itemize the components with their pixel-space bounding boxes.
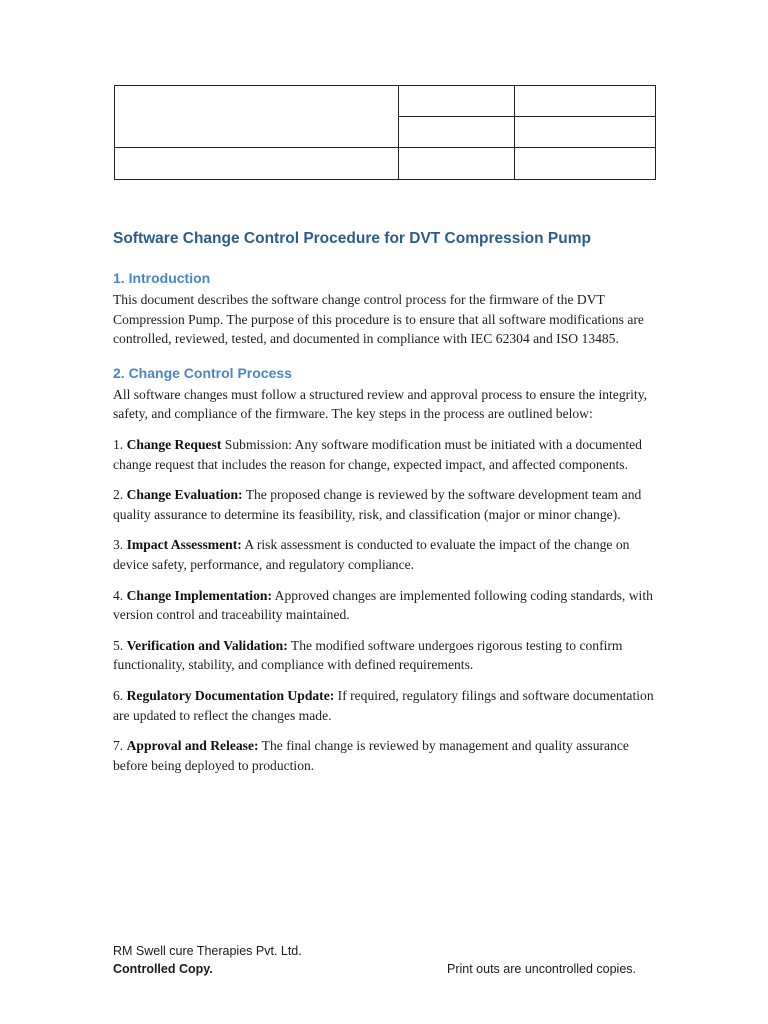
step-term: Regulatory Documentation Update: — [126, 687, 335, 703]
step-term: Approval and Release: — [126, 738, 259, 754]
change-control-paragraph: All software changes must follow a structured review and approval process to ensure the integrity, safety, and compliance of the firmware. The key steps in the process are outlined below: — [113, 386, 648, 422]
introduction-paragraph: This document describes the software change control process for the firmware of the DVT Compression Pump. The purpose of this procedure is to ensure that all software modifications are controlled, reviewed, tested, and documented in compliance with IEC 62304 and ISO 13485. — [113, 292, 644, 347]
step-number: 2. — [113, 487, 127, 503]
process-step — [113, 736, 658, 775]
header-cell-logo — [115, 86, 399, 148]
step-text: A risk assessment is conducted to evaluate the impact of the change on device safety, performance, and regulatory compliance. — [113, 537, 630, 572]
step-number: 1. — [113, 436, 127, 452]
header-cell — [515, 148, 656, 180]
step-term: Change Implementation: — [126, 587, 272, 603]
footer-row — [113, 960, 658, 978]
step-term: Verification and Validation: — [126, 637, 288, 653]
footer-controlled-copy: Controlled Copy. — [113, 962, 213, 976]
step-number: 3. — [113, 537, 127, 553]
step-term: Impact Assessment: — [126, 537, 242, 553]
step-number: 4. — [113, 587, 127, 603]
step-text: The final change is reviewed by management and quality assurance before being deployed to production. — [113, 738, 629, 773]
step-number: 6. — [113, 687, 127, 703]
header-cell — [399, 86, 515, 117]
step-text: The proposed change is reviewed by the software development team and quality assurance to determine its feasibility, risk, and classification (major or minor change). — [113, 487, 642, 522]
step-number: 7. — [113, 738, 127, 754]
header-cell — [515, 86, 656, 117]
step-term: Change Evaluation: — [126, 487, 243, 503]
section-heading-introduction: 1. Introduction — [113, 270, 211, 286]
document-title: Software Change Control Procedure for DVT Compression Pump — [113, 230, 591, 247]
step-term: Change Request — [126, 436, 222, 452]
step-text: Submission: Any software modification must be initiated with a documented change request that includes the reason for change, expected impact, and affected components. — [113, 436, 642, 472]
step-text: If required, regulatory filings and software documentation are updated to reflect the changes made. — [113, 687, 654, 723]
page-footer — [113, 942, 658, 978]
step-text: Approved changes are implemented following coding standards, with version control and traceability maintained. — [113, 587, 653, 623]
header-table — [114, 85, 656, 180]
process-step — [113, 485, 658, 524]
header-cell — [399, 117, 515, 148]
process-step — [113, 686, 658, 725]
footer-company: RM Swell cure Therapies Pvt. Ltd. — [113, 944, 302, 958]
process-step — [113, 586, 658, 625]
document-content — [113, 228, 658, 786]
header-cell — [515, 117, 656, 148]
process-step — [113, 535, 658, 574]
header-cell-title — [115, 148, 399, 180]
step-number: 5. — [113, 637, 127, 653]
step-text: The modified software undergoes rigorous testing to confirm functionality, stability, and compliance with defined requirements. — [113, 637, 623, 673]
process-step — [113, 636, 658, 675]
header-cell — [399, 148, 515, 180]
section-heading-change-control: 2. Change Control Process — [113, 364, 292, 381]
process-step — [113, 435, 658, 474]
footer-uncontrolled-note: Print outs are uncontrolled copies. — [447, 962, 636, 976]
